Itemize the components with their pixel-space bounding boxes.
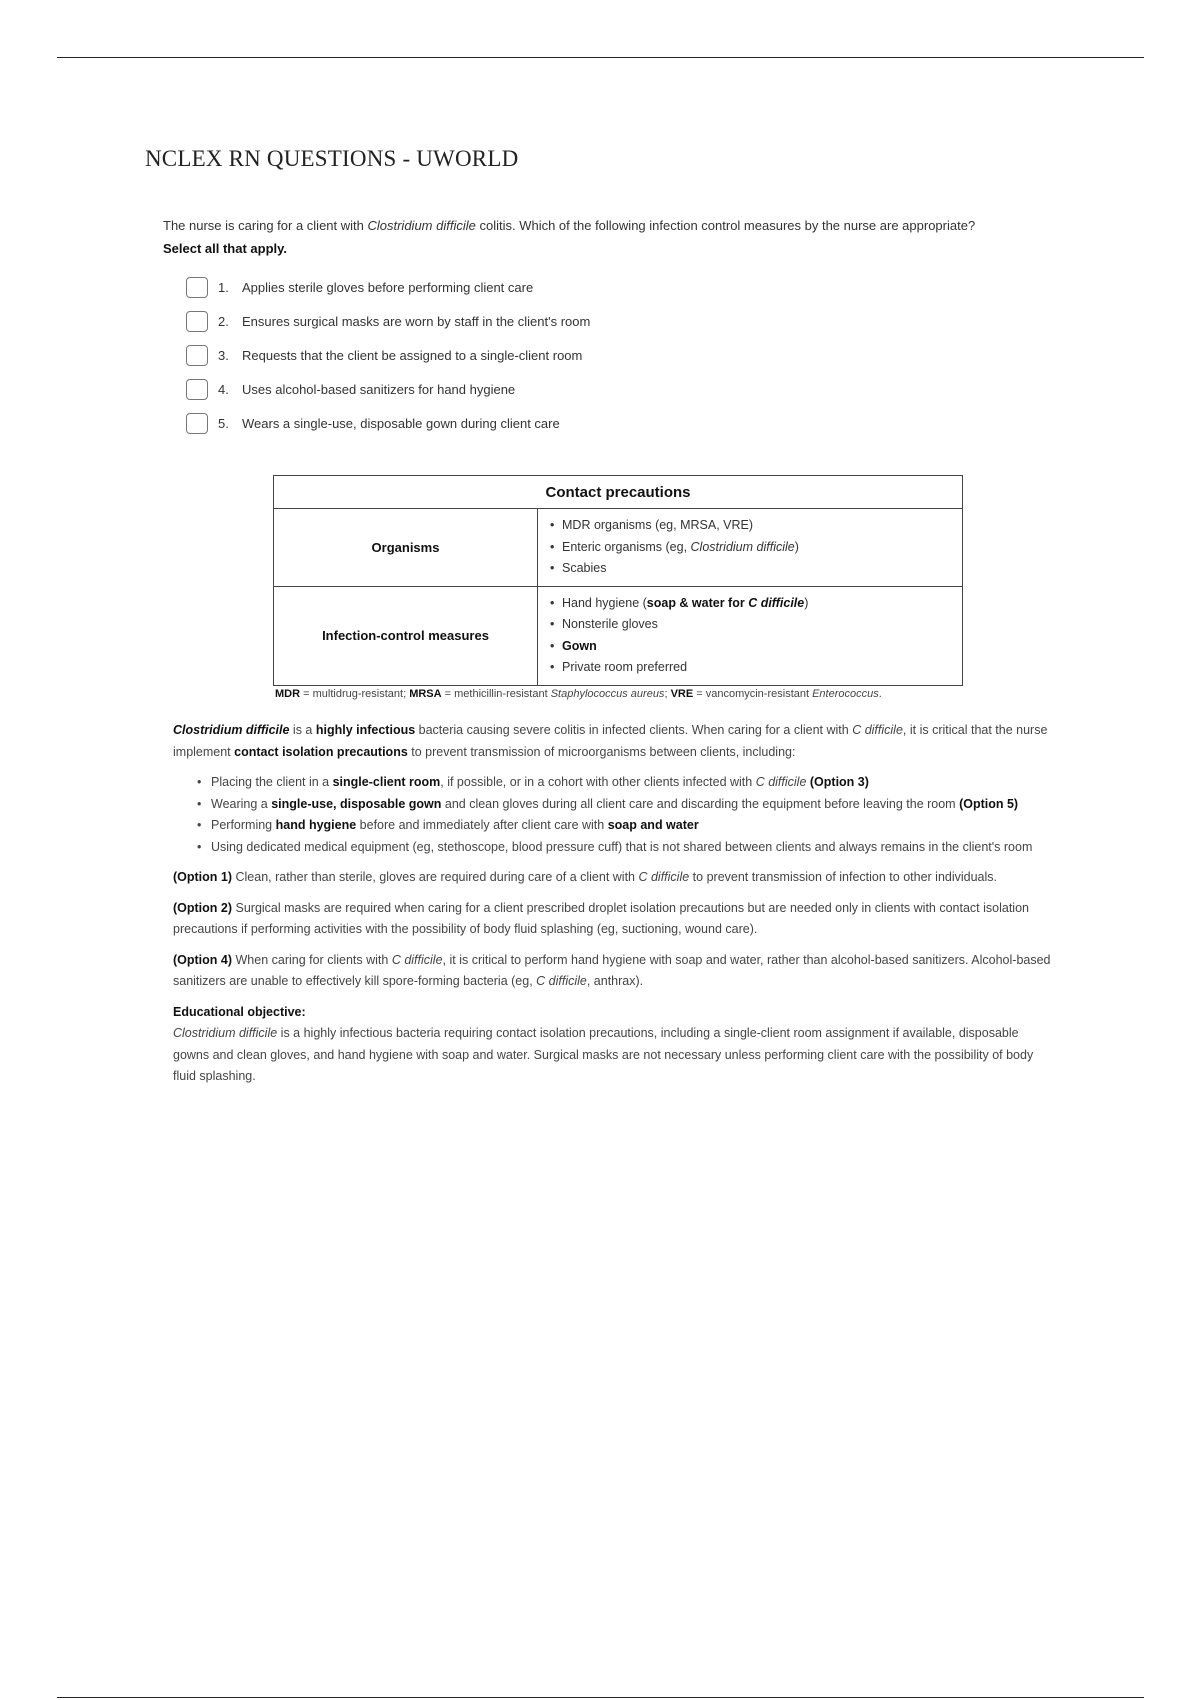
organism-item: • Enteric organisms (eg, Clostridium difficile) — [562, 537, 962, 559]
precautions-list — [173, 772, 1058, 858]
measure-item: • Nonsterile gloves — [562, 614, 962, 636]
question-text: The nurse is caring for a client with — [163, 218, 368, 233]
measure-item: • Private room preferred — [562, 657, 962, 679]
option-1[interactable] — [186, 270, 886, 304]
contact-precautions-table — [273, 475, 963, 686]
list-item: • Wearing a single-use, disposable gown and clean gloves during all client care and discarding the equipment before leaving the room (Option 5) — [211, 794, 1058, 816]
option-5-checkbox[interactable] — [186, 413, 208, 434]
option-2-checkbox[interactable] — [186, 311, 208, 332]
organisms-cell — [538, 509, 963, 587]
organism-item: • MDR organisms (eg, MRSA, VRE) — [562, 515, 962, 537]
option-number: 5. — [218, 415, 229, 431]
option-number: 2. — [218, 313, 229, 329]
option-1-checkbox[interactable] — [186, 277, 208, 298]
objective-heading: Educational objective: — [173, 1004, 306, 1019]
table-heading: Contact precautions — [274, 476, 963, 509]
question-text-cont: colitis. Which of the following infection control measures by the nurse are appropriate? — [475, 218, 976, 233]
explanation-intro: Clostridium difficile is a highly infectious bacteria causing severe colitis in infected clients. When caring for a client with C difficile, it is critical that the nurse implement contact isolation precautions to prevent transmission of microorganisms between clients, including: — [173, 723, 1048, 759]
question-organism: Clostridium difficile — [367, 218, 476, 233]
option-label: Uses alcohol-based sanitizers for hand hygiene — [242, 381, 516, 397]
option-3-checkbox[interactable] — [186, 345, 208, 366]
option-1-explanation: (Option 1) Clean, rather than sterile, gloves are required during care of a client with C difficile to prevent transmission of infection to other individuals. — [173, 870, 998, 884]
option-number: 1. — [218, 279, 229, 295]
option-4[interactable] — [186, 372, 886, 406]
table-footnote: MDR = multidrug-resistant; MRSA = methicillin-resistant Staphylococcus aureus; VRE = vancomycin-resistant Enterococcus. — [275, 688, 882, 700]
organisms-label: Organisms — [274, 509, 538, 587]
measures-label: Infection-control measures — [274, 586, 538, 685]
option-label: Wears a single-use, disposable gown during client care — [242, 415, 560, 431]
option-label: Ensures surgical masks are worn by staff in the client's room — [242, 313, 591, 329]
question-instruction: Select all that apply. — [163, 241, 288, 256]
list-item: • Performing hand hygiene before and immediately after client care with soap and water — [211, 815, 1058, 837]
document-title: NCLEX RN QUESTIONS - UWORLD — [145, 146, 519, 171]
option-3[interactable] — [186, 338, 886, 372]
answer-options — [186, 270, 886, 440]
option-label: Applies sterile gloves before performing client care — [242, 279, 534, 295]
option-2[interactable] — [186, 304, 886, 338]
option-4-checkbox[interactable] — [186, 379, 208, 400]
objective-text: Clostridium difficile is a highly infectious bacteria requiring contact isolation precautions, including a single-client room assignment if available, disposable gowns and clean gloves, and hand hygiene with soap and water. Surgical masks are not necessary unless performing client care with the possibility of body fluid splashing. — [173, 1026, 1034, 1083]
option-number: 4. — [218, 381, 229, 397]
top-rule — [57, 57, 1144, 58]
list-item: • Placing the client in a single-client room, if possible, or in a cohort with other clients infected with C difficile (Option 3) — [211, 772, 1058, 794]
question-stem — [163, 214, 1013, 260]
option-label: Requests that the client be assigned to a single-client room — [242, 347, 583, 363]
measure-item: • Hand hygiene (soap & water for C difficile) — [562, 593, 962, 615]
measures-cell — [538, 586, 963, 685]
option-4-explanation: (Option 4) When caring for clients with C difficile, it is critical to perform hand hygiene with soap and water, rather than alcohol-based sanitizers. Alcohol-based sanitizers are unable to effectively kill spore-forming bacteria (eg, C difficile, anthrax). — [173, 952, 1051, 988]
option-2-explanation: (Option 2) Surgical masks are required when caring for a client prescribed droplet isolation precautions but are needed only in clients with contact isolation precautions if performing activities with the possibility of body fluid splashing (eg, suctioning, wound care). — [173, 900, 1029, 936]
measure-item: • Gown — [562, 636, 962, 658]
organism-item: • Scabies — [562, 558, 962, 580]
list-item: • Using dedicated medical equipment (eg, stethoscope, blood pressure cuff) that is not shared between clients and always remains in the client's room — [211, 837, 1058, 859]
option-number: 3. — [218, 347, 229, 363]
option-5[interactable] — [186, 406, 886, 440]
bottom-rule — [57, 1697, 1144, 1698]
explanation — [173, 720, 1058, 1097]
